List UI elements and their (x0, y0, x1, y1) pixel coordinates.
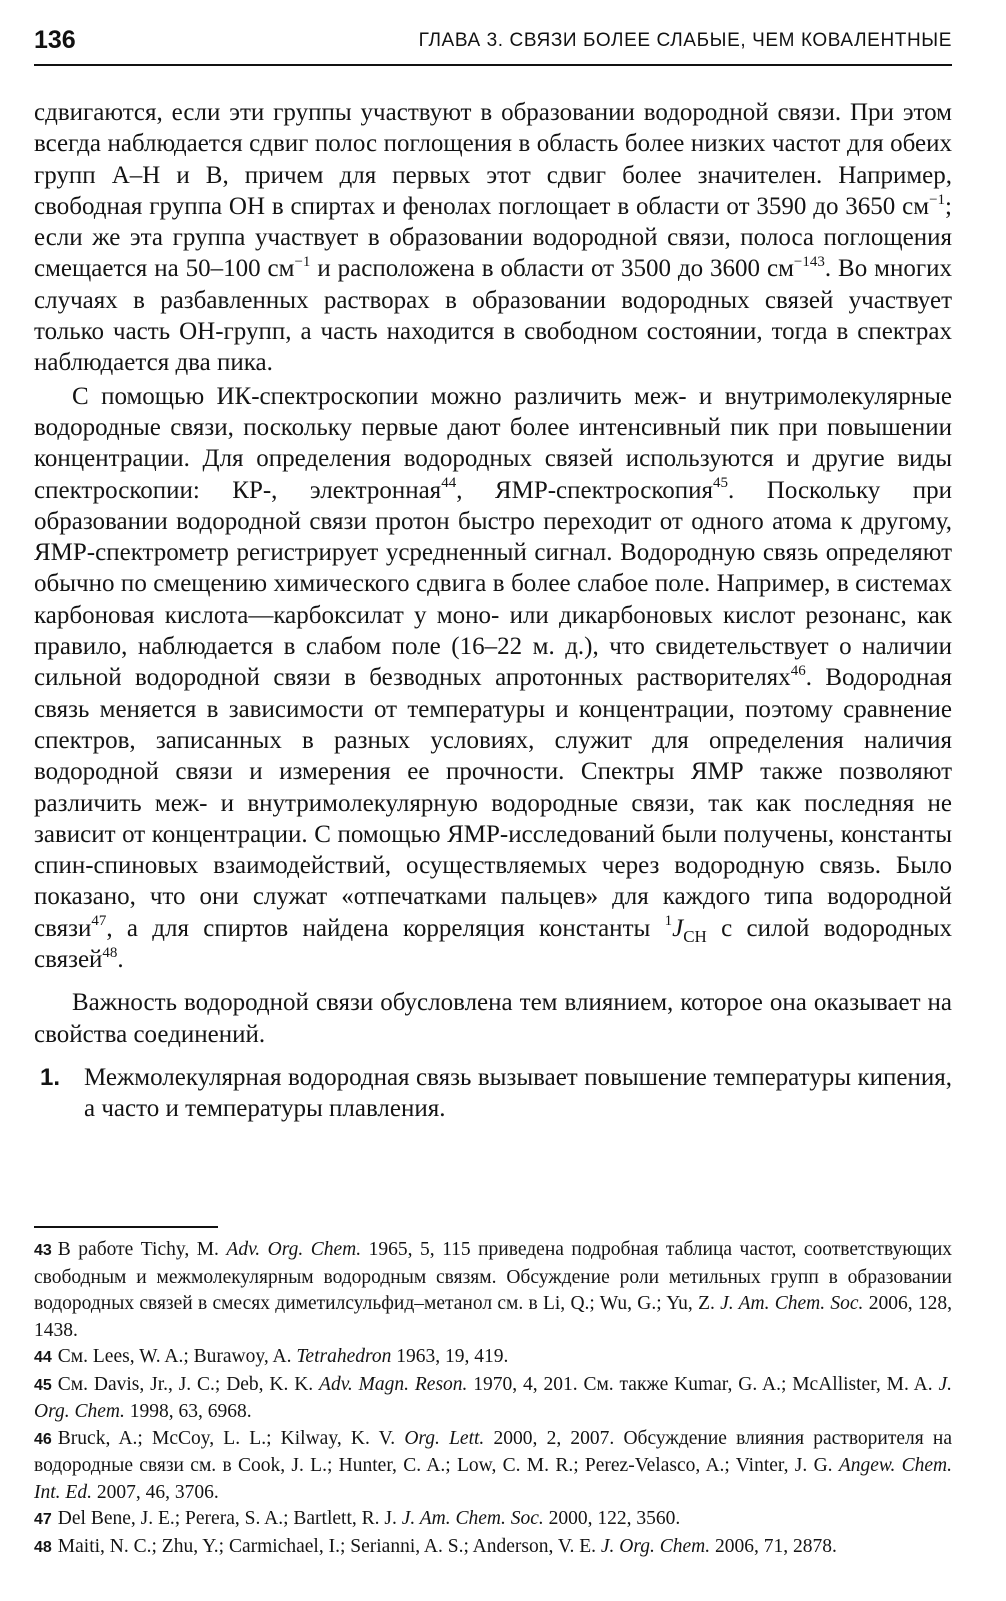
footnote-ref: −143 (793, 254, 825, 271)
paragraph-2 (34, 381, 952, 976)
footnote (34, 1426, 952, 1507)
text-run: См. Davis, Jr., J. C.; Deb, K. K. (57, 1373, 320, 1395)
text-run: Bruck, A.; McCoy, L. L.; Kilway, K. V. (57, 1427, 405, 1449)
paragraph-1 (34, 97, 952, 379)
page-number: 136 (34, 26, 76, 54)
text-run: 2006, 128, 1438. (34, 1293, 953, 1341)
constant-symbol: J (672, 914, 684, 942)
superscript: −1 (294, 254, 311, 271)
journal-title: J. Am. Chem. Soc. (720, 1293, 864, 1314)
text-run: 1998, 63, 6968. (124, 1401, 252, 1422)
footnote-ref: 48 (102, 944, 118, 961)
footnote (34, 1237, 952, 1344)
footnote (34, 1506, 952, 1534)
footnote-number: 44 (34, 1349, 52, 1366)
footnote (34, 1534, 952, 1562)
footnote-number: 43 (34, 1242, 52, 1259)
text-run: 2007, 46, 3706. (91, 1481, 219, 1503)
running-head: ГЛАВА 3. СВЯЗИ БОЛЕЕ СЛАБЫЕ, ЧЕМ КОВАЛЕНТНЫЕ (418, 30, 952, 51)
journal-title: J. Org. Chem. (34, 1373, 952, 1422)
text-run: сдвигаются, если эти группы участвуют в образовании водородной связи. При этом всегда наблюдается сдвиг полос поглощения в область более низких частот для обеих групп A–H и B, причем для первых этот сдвиг более значителен. Например, свободная группа OH в спиртах и фенолах поглощает в области от 3590 до 3650 см (34, 99, 952, 220)
journal-title: J. Am. Chem. Soc. (401, 1508, 544, 1529)
footnote-ref: 44 (441, 475, 457, 492)
journal-title: J. Org. Chem. (600, 1535, 711, 1557)
journal-title: Adv. Org. Chem. (226, 1239, 362, 1260)
footnotes (34, 1237, 952, 1561)
footnote-ref: 46 (790, 663, 806, 680)
text-run: . Водородная связь меняется в зависимости от температуры и концентрации, поэтому сравнение спектров, записанных в разных условиях, служит для определения наличия водородной связи и измерения ее прочности. Спектры ЯМР также позволяют различить меж- и внутримолекулярную водородные связи, так как последняя не зависит от концентрации. С помощью ЯМР-исследований были получены, константы спин-спиновых взаимодействий, осуществляемых через водородную связь. Было показано, что они служат «отпечатками пальцев» для каждого типа водородной связи (34, 664, 952, 942)
journal-title: Adv. Magn. Reson. (319, 1373, 468, 1395)
footnote (34, 1372, 952, 1426)
superscript: 1 (664, 913, 673, 930)
text-run: 1965, 5, 115 приведена подробная таблица частот, соответствующих свободным и межмолекулярным водородным связям. Обсуждение роли метильных групп в образовании водородных связей в смесях диметилсульфид–метанол см. в Li, Q.; Wu, G.; Yu, Z. (34, 1239, 952, 1314)
footnote-number: 48 (34, 1538, 52, 1556)
footnote-ref: 45 (713, 475, 729, 492)
text-run: . Поскольку при образовании водородной связи протон быстро переходит от одного атома к другому, ЯМР-спектрометр регистрирует усредненный сигнал. Водородную связь определяют обычно по смещению химического сдвига в более слабое поле. Например, в системах карбоновая кислота—карбоксилат у моно- или дикарбоновых кислот резонанс, как правило, наблюдается в слабом поле (16–22 м. д.), что свидетельствует о наличии сильной водородной связи в безводных апротонных растворителях (34, 476, 953, 692)
paragraph-3: Важность водородной связи обусловлена тем влиянием, которое она оказывает на свойства соединений. (34, 989, 952, 1048)
journal-title: Org. Lett. (404, 1427, 485, 1449)
footnote-number: 47 (34, 1511, 52, 1528)
footnote-number: 45 (34, 1376, 52, 1394)
superscript: −1 (929, 191, 946, 208)
text-run: . (117, 946, 124, 974)
text-run: Del Bene, J. E.; Perera, S. A.; Bartlett, R. J. (57, 1508, 402, 1529)
text-run: с силой водородных связей (34, 914, 953, 974)
footnote-number: 46 (34, 1430, 52, 1448)
footnote-ref: 47 (91, 913, 107, 930)
list-item (34, 1062, 952, 1125)
text-run: , а для спиртов найдена корреляция константы (106, 914, 665, 942)
list-item-text: Межмолекулярная водородная связь вызывает повышение температуры кипения, а часто и температуры плавления. (84, 1063, 952, 1123)
journal-title: Tetrahedron (296, 1346, 392, 1367)
header-rule (34, 64, 952, 66)
page-header (34, 26, 952, 62)
text-run: В работе Tichy, M. (57, 1239, 227, 1260)
text-run: ; если же эта группа участвует в образовании водородной связи, полоса поглощения смещается на 50–100 см (34, 192, 952, 283)
footnote (34, 1344, 952, 1372)
subscript: CH (683, 926, 707, 946)
text-run: Maiti, N. C.; Zhu, Y.; Carmichael, I.; Serianni, A. S.; Anderson, V. E. (57, 1535, 601, 1557)
list-number: 1. (40, 1063, 61, 1091)
text-run: См. Lees, W. A.; Burawoy, A. (57, 1346, 297, 1367)
text-run: 1963, 19, 419. (391, 1346, 509, 1367)
text-run: и расположена в области от 3500 до 3600 см (310, 255, 794, 283)
main-text (34, 97, 952, 1125)
text-run: 2000, 122, 3560. (543, 1508, 681, 1529)
text-run: 1970, 4, 201. См. также Kumar, G. A.; McAllister, M. A. (467, 1373, 939, 1395)
text-run: 2006, 71, 2878. (710, 1535, 837, 1557)
text-run: . Во многих случаях в разбавленных растворах в образовании водородных связей участвует только часть OH-групп, а часть находится в свободном состоянии, тогда в спектрах наблюдается два пика. (34, 255, 952, 377)
text-run: 2000, 2, 2007. Обсуждение влияния растворителя на водородные связи см. в Cook, J. L.; Hunter, C. A.; Low, C. M. R.; Perez-Velasco, A.; Vinter, J. G. (34, 1427, 952, 1476)
journal-title: Angew. Chem. Int. Ed. (34, 1455, 952, 1503)
footnote-rule (34, 1226, 218, 1228)
text-run: , ЯМР-спектроскопия (456, 476, 714, 504)
text-run: С помощью ИК-спектроскопии можно различить меж- и внутримолекулярные водородные связи, поскольку первые дают более интенсивный пик при повышении концентрации. Для определения водородных связей используются и другие виды спектроскопии: КР-, электронная (34, 382, 952, 504)
